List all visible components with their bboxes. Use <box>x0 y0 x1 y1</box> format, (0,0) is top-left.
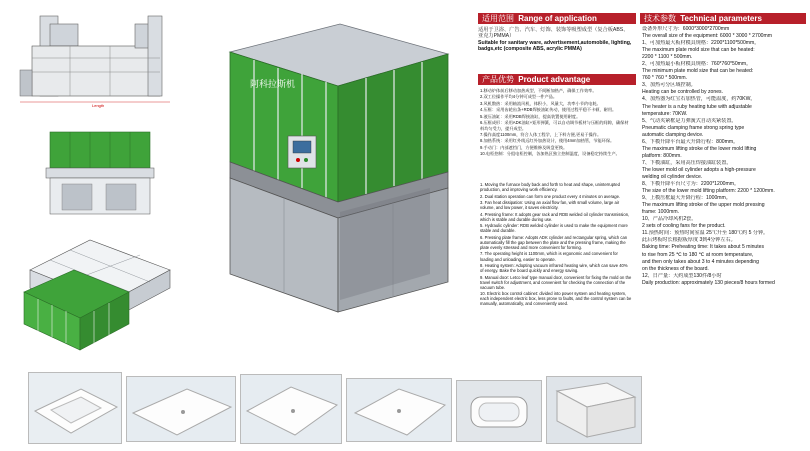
param-line: Pneumatic clamping frame strong spring type <box>642 124 745 131</box>
advantage-en-item: 7. The operating height is 1100mm, which is ergonomic and convenient for loading and unloading, easier to operate. <box>480 251 618 262</box>
param-line: 8、下模升降平台尺寸为：2200*1200mm。 <box>642 181 740 188</box>
machine-panel-text: 阿科拉斯机 <box>250 80 296 90</box>
advantage-en-item: 1. Moving the furnace body back and forth to heat and shape, uninterrupted production, and improving work efficiency. <box>480 182 620 193</box>
param-line: 此后烤板时长根据板厚度 3到4分钟左右。 <box>642 237 736 244</box>
param-line: The size of the lower mold lifting platform: 2200 * 1200mm. <box>642 188 775 195</box>
param-line: 10、产品冷却风机2套。 <box>642 216 697 223</box>
product-thumb-2 <box>126 376 236 442</box>
machine-rendering-small <box>14 262 134 358</box>
param-line: The heater is a ruby heating tube with adjustable <box>642 103 752 110</box>
side-view-drawing <box>40 128 160 220</box>
param-line: 设备外形尺寸为：6000*3000*2700mm <box>642 26 730 32</box>
param-line: 4、加热器为红宝石加热管，可能温度，约70KW。 <box>642 96 756 103</box>
application-cn-text: 适用于卫浴、广告、汽车、灯饰、装饰等吸塑成型（复合板ABS、亚克力PMMA） <box>478 27 629 40</box>
param-line: on the thickness of the board. <box>642 265 709 272</box>
param-line: 12、日产量：大约成型130件/8小时 <box>642 272 722 279</box>
param-line: 1、可加热最大板材模具规格：2200*1100*500mm。 <box>642 40 760 47</box>
advantage-cn-list <box>480 88 632 158</box>
param-line: 760 * 760 * 500mm. <box>642 75 688 82</box>
product-thumb-1 <box>28 372 122 444</box>
advantage-cn-title: 产品优势 <box>482 75 514 84</box>
param-line: 11.预热时间：预热时间室温 25℃升至 180℃约 5 分钟。 <box>642 230 769 237</box>
main-machine-image <box>190 12 468 337</box>
application-en-text: Suitable for sanitary ware, advertisement,automobile, lighting, badgs,etc (composite ABS, acrylic PMMA) <box>478 39 632 53</box>
param-line: The overall size of the equipment: 6000 * 3000 * 2700mm <box>642 33 772 40</box>
length-label: Length <box>92 103 105 108</box>
param-line: Heating can be controlled by zones. <box>642 89 723 96</box>
param-line: 7、下模油缸，采用高压焊接油缸装置。 <box>642 159 732 166</box>
param-line: 2、可加热最小板材模具规格：760*760*50mm。 <box>642 61 752 68</box>
param-line: temperature: 70KW. <box>642 110 688 117</box>
advantage-en-item: 5. Hydraulic cylinder: RDB welded cylinder is used to make the equipment more stable and durable. <box>480 223 628 234</box>
product-thumb-3 <box>240 374 342 444</box>
param-line: Daily production: approximately 130 pieces/8 hours formed <box>642 279 775 286</box>
param-line: The maximum lifting stroke of the upper mold pressing <box>642 202 765 209</box>
param-line: 5、气动夹紧框是力弹簧式自动夹紧装置。 <box>642 117 737 124</box>
param-line: The maximum plate mold size that can be heated: <box>642 47 755 54</box>
application-header <box>478 13 636 24</box>
advantage-en-item: 4. Pressing frame: It adopts gear rack and RDB welded oil cylinder transmission, which is stable and durable during use. <box>480 211 630 222</box>
advantage-cn-item: 4.压框：采用齿轮齿条+RDB焊接油缸传动，使用过程平稳不卡顿、耐用。 <box>480 107 617 113</box>
application-cn-title: 适用范围 <box>482 14 514 23</box>
param-line: platform: 800mm. <box>642 152 682 159</box>
param-line: welding oil cylinder device. <box>642 173 703 180</box>
params-list <box>642 26 807 287</box>
advantage-en-item: 9. Manual door: Letco leaf type manual door, convenient for fixing the mold on the travel switch for adjustment, and convenient for checking the connection of the vacuum tube. <box>480 274 632 290</box>
param-line: 6、下模升降平台最大升降行程：800mm。 <box>642 138 739 145</box>
advantage-cn-item: 8.加热系统：采用红外线远红外加热设计，使用4mm加热管，节能环保。 <box>480 138 615 144</box>
param-line: 9、上模压框最大升降行程：1000mm。 <box>642 195 731 202</box>
param-line: The lower mold oil cylinder adopts a high-pressure <box>642 166 756 173</box>
product-thumb-5 <box>456 380 542 442</box>
param-line: 3、加热可分区域控制。 <box>642 82 696 89</box>
param-line: 2200 * 1100 * 500mm. <box>642 54 693 61</box>
advantage-cn-item: 7.操作高度1100mm，符合人体工程学，上下料方便,更易于操作。 <box>480 132 602 137</box>
application-text <box>478 27 633 53</box>
advantage-cn-item: 1.移动炉体前后移动加热成型，不间断加热产，确保工作效率。 <box>480 88 597 93</box>
param-line: The maximum lifting stroke of the lower mold lifting <box>642 145 757 152</box>
param-line: Baking time: Preheating time: It takes about 5 minutes <box>642 244 765 251</box>
param-line: and then only takes about 3 to 4 minutes depending <box>642 258 759 265</box>
advantage-en-item: 3. Fan heat dissipation: Using an axial flow fan, with small volume, large air volume, and low power, it saves electricity. <box>480 200 620 211</box>
advantage-cn-item: 2.双工位操作平均4分钟可成型一件产品。 <box>480 94 558 100</box>
advantage-en-title: Product advantage <box>518 75 591 84</box>
params-header <box>640 13 806 24</box>
advantage-cn-item: 10.电柜控制：分组电柜控制，各加热区独立控制温度，设备稳定持续生产。 <box>480 151 620 157</box>
param-line: The minimum plate mold size that can be heated: <box>642 68 754 75</box>
params-en-title: Technical parameters <box>680 14 762 23</box>
application-en-title: Range of application <box>518 14 597 23</box>
advantage-header <box>478 74 636 85</box>
advantage-cn-item: 5.液压油缸：采用RDB焊接油缸，提高装置使用耐度。 <box>480 113 581 119</box>
param-line: automatic clamping device. <box>642 131 704 138</box>
advantage-en-item: 10. Electric box control cabinet: divided into power system and heating system, each independent electric box, less prone to faults, and the control system can be manually, automatically, and conveniently used. <box>480 291 632 307</box>
param-line: frame: 1000mm. <box>642 209 680 216</box>
param-line: 2 sets of cooling fans for the product. <box>642 223 726 230</box>
advantage-en-item: 6. Pressing plate frame: Adopts ADK cylinder and rectangular spring, which can automatically fill the gap between the plate and the pressing frame, making the plate evenly stressed and more convenient for forming. <box>480 234 628 250</box>
product-thumb-4 <box>346 378 452 442</box>
front-view-drawing <box>10 10 180 108</box>
advantage-cn-item: 3.风机散热：采用轴流风机，体积小，风量大，功率小节约电耗。 <box>480 100 601 106</box>
advantage-en-list <box>480 182 632 308</box>
params-cn-title: 技术参数 <box>644 14 676 23</box>
advantage-en-item: 2. Dual station operation can form one product every 4 minutes on average. <box>480 193 621 199</box>
product-thumb-6 <box>546 376 642 444</box>
advantage-en-item: 8. Heating system: Adopting vacuum infrared heating wire, which can save 40% of energy. Bake the board quickly and energy saving. <box>480 263 628 274</box>
advantage-cn-item: 6.压框成形：采用ADK油缸+矩形弹簧，可以自动调节板材与压框的间隙，确保材料均匀受力，提升成型。 <box>480 120 629 131</box>
param-line: to rise from 25 ℃ to 180 ℃ at room temperature, <box>642 251 754 258</box>
advantage-cn-item: 9.手动门：内部遮挡门，方便维修及吸盘更换。 <box>480 144 568 150</box>
